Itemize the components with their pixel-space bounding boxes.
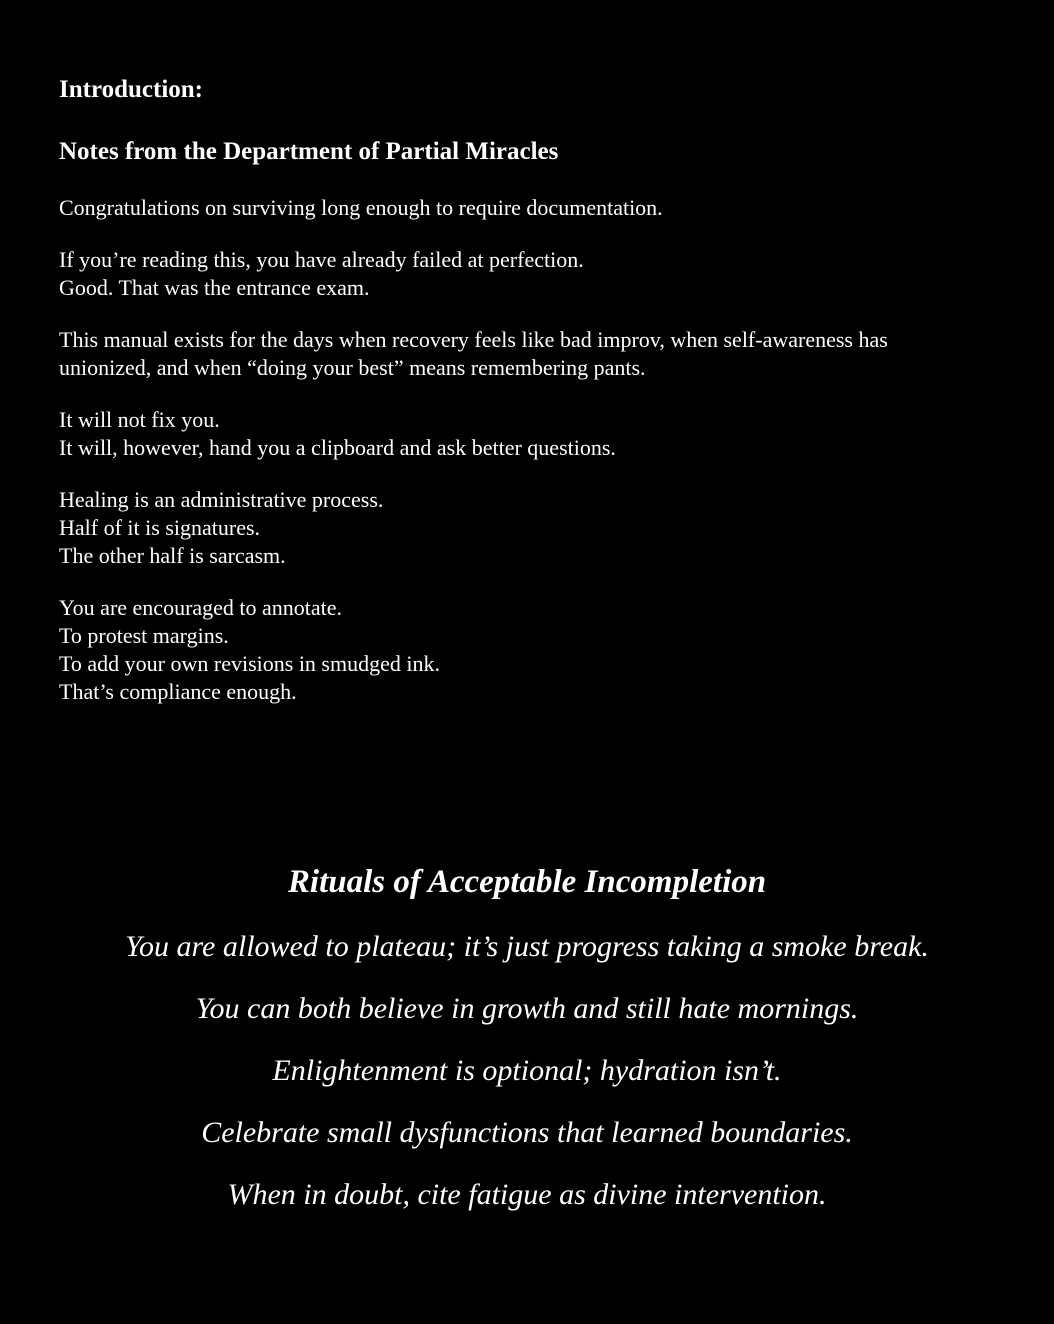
rituals-title: Rituals of Acceptable Incompletion <box>287 864 767 900</box>
paragraph-healing <box>59 486 979 570</box>
paragraph-line: Healing is an administrative process. <box>59 487 384 512</box>
paragraph-line: The other half is sarcasm. <box>59 543 286 568</box>
paragraph-annotate <box>59 594 979 706</box>
rituals-section <box>0 860 1054 1215</box>
introduction-section <box>59 74 979 706</box>
paragraph-manual <box>59 326 979 382</box>
ritual-item: You can both believe in growth and still hate mornings. <box>195 992 859 1025</box>
paragraph-line: It will, however, hand you a clipboard and ask better questions. <box>59 435 616 460</box>
department-subheading: Notes from the Department of Partial Miracles <box>59 138 559 165</box>
ritual-item: Celebrate small dysfunctions that learned boundaries. <box>201 1116 853 1149</box>
paragraph-line: That’s compliance enough. <box>59 679 297 704</box>
paragraph-line: Congratulations on surviving long enough to require documentation. <box>59 195 663 220</box>
paragraph-fix <box>59 406 979 462</box>
paragraph-line: To protest margins. <box>59 623 229 648</box>
paragraph-line: This manual exists for the days when recovery feels like bad improv, when self-awareness has unionized, and when “doing your best” means remembering pants. <box>59 327 888 380</box>
paragraph-perfection <box>59 246 979 302</box>
paragraph-line: To add your own revisions in smudged ink. <box>59 651 440 676</box>
paragraph-line: Half of it is signatures. <box>59 515 261 540</box>
ritual-item: You are allowed to plateau; it’s just progress taking a smoke break. <box>125 930 929 963</box>
paragraph-line: If you’re reading this, you have already failed at perfection. <box>59 247 584 272</box>
ritual-item: Enlightenment is optional; hydration isn’t. <box>272 1054 782 1087</box>
paragraph-line: Good. That was the entrance exam. <box>59 275 370 300</box>
paragraph-line: You are encouraged to annotate. <box>59 595 343 620</box>
introduction-heading: Introduction: <box>59 76 204 103</box>
paragraph-congratulations <box>59 194 979 222</box>
ritual-item: When in doubt, cite fatigue as divine intervention. <box>227 1178 827 1211</box>
paragraph-line: It will not fix you. <box>59 407 220 432</box>
